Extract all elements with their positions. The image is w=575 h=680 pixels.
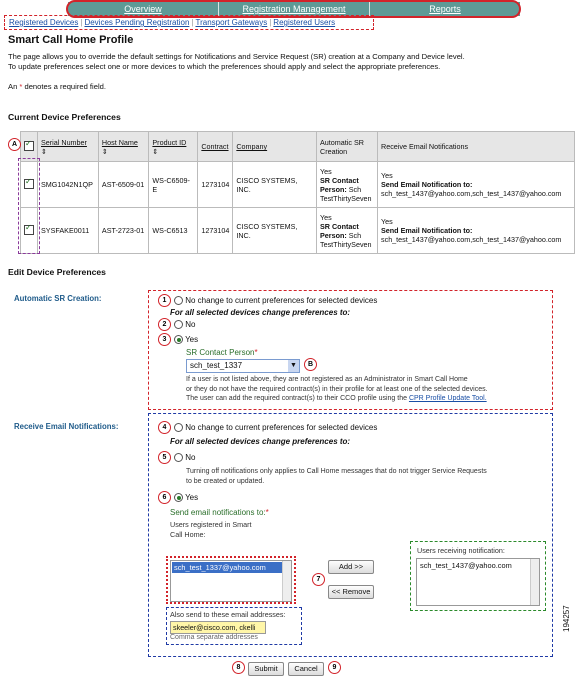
col-host-label: Host Name	[101, 137, 138, 147]
also-send-label: Also send to these email addresses:	[170, 610, 286, 619]
also-send-input[interactable]: skeeler@cisco.com, ckelli	[170, 621, 266, 634]
email-yes: Yes	[381, 171, 393, 180]
col-serial[interactable]: Serial Number ⇕	[38, 132, 99, 162]
sr-contact-label-text: SR Contact Person	[186, 348, 255, 357]
email-nochange-label: No change to current preferences for selected devices	[185, 423, 378, 432]
required-pre: An	[8, 82, 20, 91]
row-checkbox-callout	[18, 158, 40, 254]
add-button[interactable]: Add >>	[328, 560, 374, 574]
callout-5: 5	[158, 451, 171, 464]
sr-note-line-1: If a user is not listed above, they are not registered as an Administrator in Smart Call Home	[186, 376, 468, 383]
link-transport-gateways[interactable]: Transport Gateways	[195, 18, 268, 27]
sr-forall-label: For all selected devices change preferences to:	[170, 308, 351, 317]
description-line-1: The page allows you to override the default settings for Notifications and Service Request (SR) creation at a Company and Device level.	[8, 52, 465, 61]
scrollbar[interactable]	[282, 561, 291, 601]
col-product[interactable]: Product ID ⇕	[149, 132, 198, 162]
sr-note-3-text: The user can add the required contract(s) to their CCO profile using the	[186, 395, 409, 402]
required-star: *	[254, 348, 258, 357]
sr-contact-person-label	[186, 348, 258, 357]
registered-users-list[interactable]	[170, 560, 292, 602]
col-product-label: Product ID	[152, 137, 187, 147]
serial-cell: SMG1042N1QP	[38, 162, 99, 208]
tab-registration-management[interactable]: Registration Management	[219, 2, 370, 16]
email-label: Send Email Notification to:	[381, 226, 473, 235]
table-row	[21, 208, 575, 254]
email-no-option[interactable]	[174, 453, 195, 462]
separator: |	[191, 18, 194, 27]
page-description	[8, 52, 568, 72]
callout-8: 8	[232, 661, 245, 674]
sr-contact-label: SR Contact Person:	[320, 221, 359, 240]
col-company-label: Company	[236, 142, 268, 151]
col-company[interactable]	[233, 132, 317, 162]
company-cell: CISCO SYSTEMS, INC.	[233, 162, 317, 208]
sr-contact: Sch TestThirtySeven	[320, 184, 372, 203]
host-cell: AST-6509-01	[98, 162, 148, 208]
email-yes: Yes	[381, 217, 393, 226]
sr-no-option[interactable]	[174, 320, 195, 329]
sr-yes-label: Yes	[185, 335, 199, 344]
users-registered-label	[170, 520, 251, 539]
col-contract[interactable]	[198, 132, 233, 162]
required-post: denotes a required field.	[22, 82, 106, 91]
description-line-2: To update preferences select one or more devices to which the preferences should apply and select the appropriate preferences.	[8, 62, 441, 71]
auto-sr-label: Automatic SR Creation:	[14, 294, 102, 303]
current-prefs-heading: Current Device Preferences	[8, 112, 121, 122]
callout-3: 3	[158, 333, 171, 346]
sr-note-line-3	[186, 394, 546, 404]
email-nochange-option[interactable]	[174, 423, 377, 432]
contract-cell: 1273104	[198, 162, 233, 208]
select-all-cell	[21, 132, 38, 162]
sr-yes: Yes	[320, 166, 332, 176]
callout-4: 4	[158, 421, 171, 434]
required-star: *	[19, 82, 23, 91]
sr-yes-radio[interactable]	[174, 335, 183, 344]
select-all-checkbox[interactable]	[24, 141, 34, 151]
sr-no-label: No	[185, 320, 196, 329]
email-yes-radio[interactable]	[174, 493, 183, 502]
table-header-row	[21, 132, 575, 162]
sub-nav	[4, 15, 374, 30]
sr-contact-label: SR Contact Person:	[320, 175, 359, 194]
chevron-down-icon[interactable]: ▼	[288, 360, 299, 372]
sr-contact-select-value: sch_test_1337	[190, 361, 243, 370]
email-list: sch_test_1437@yahoo.com,sch_test_1437@yahoo.com	[381, 189, 562, 198]
sr-yes-option[interactable]	[174, 335, 198, 344]
sr-yes: Yes	[320, 212, 332, 222]
link-registered-users[interactable]: Registered Users	[273, 18, 336, 27]
users-registered-line-2: Call Home:	[170, 529, 206, 539]
list-item[interactable]: sch_test_1337@yahoo.com	[172, 562, 290, 573]
cancel-button[interactable]: Cancel	[288, 662, 324, 676]
col-email: Receive Email Notifications	[378, 132, 575, 162]
email-cell	[378, 162, 575, 208]
col-auto-sr: Automatic SR Creation	[317, 132, 378, 162]
product-cell: WS-C6513	[149, 208, 198, 254]
send-to-label	[170, 508, 269, 517]
submit-button[interactable]: Submit	[248, 662, 284, 676]
table-row	[21, 162, 575, 208]
col-contract-label: Contract	[201, 142, 229, 151]
users-registered-line-1: Users registered in Smart	[170, 520, 252, 529]
separator: |	[80, 18, 83, 27]
remove-button[interactable]: << Remove	[328, 585, 374, 599]
product-cell: WS-C6509-E	[149, 162, 198, 208]
callout-2: 2	[158, 318, 171, 331]
email-nochange-radio[interactable]	[174, 423, 183, 432]
list-item[interactable]: sch_test_1437@yahoo.com	[420, 561, 512, 570]
link-devices-pending[interactable]: Devices Pending Registration	[84, 18, 190, 27]
auto-sr-cell	[317, 162, 378, 208]
contract-cell: 1273104	[198, 208, 233, 254]
callout-6: 6	[158, 491, 171, 504]
sr-note-line-2: or they do not have the required contract(s) in their profile for at least one of the selected devices.	[186, 385, 488, 393]
email-notif-label: Receive Email Notifications:	[14, 422, 119, 431]
required-star: *	[265, 508, 269, 517]
tab-reports[interactable]: Reports	[429, 4, 461, 14]
required-note	[8, 82, 106, 91]
serial-cell: SYSFAKE0011	[38, 208, 99, 254]
sr-nochange-option[interactable]	[174, 296, 377, 305]
email-no-note	[186, 467, 546, 486]
host-cell: AST-2723-01	[98, 208, 148, 254]
receiving-label: Users receiving notification:	[417, 546, 505, 555]
sr-contact-select[interactable]	[186, 359, 300, 373]
sr-nochange-label: No change to current preferences for selected devices	[185, 296, 378, 305]
send-to-text: Send email notifications to:	[170, 508, 266, 517]
email-list: sch_test_1437@yahoo.com,sch_test_1437@yahoo.com	[381, 235, 562, 244]
email-no-note-2: to be created or updated.	[186, 477, 265, 485]
page-title: Smart Call Home Profile	[8, 34, 134, 46]
email-yes-label: Yes	[185, 493, 199, 502]
col-host[interactable]: Host Name ⇕	[98, 132, 148, 162]
edit-prefs-heading: Edit Device Preferences	[8, 267, 106, 277]
callout-1: 1	[158, 294, 171, 307]
email-yes-option[interactable]	[174, 493, 198, 502]
col-serial-label: Serial Number	[41, 137, 87, 147]
email-forall-label: For all selected devices change preferences to:	[170, 437, 351, 446]
sr-note	[186, 375, 546, 404]
email-no-radio[interactable]	[174, 453, 183, 462]
comma-note: Comma separate addresses	[170, 634, 258, 641]
company-cell: CISCO SYSTEMS, INC.	[233, 208, 317, 254]
sr-contact: Sch TestThirtySeven	[320, 230, 372, 249]
cpr-profile-link[interactable]: CPR Profile Update Tool.	[408, 395, 487, 402]
callout-7: 7	[312, 573, 325, 586]
current-device-table	[20, 131, 575, 254]
receiving-users-list[interactable]	[416, 558, 540, 606]
scrollbar[interactable]	[530, 559, 539, 605]
email-label: Send Email Notification to:	[381, 180, 473, 189]
callout-9: 9	[328, 661, 341, 674]
figure-number: 194257	[562, 605, 571, 632]
email-no-note-1: Turning off notifications only applies to Call Home messages that do not trigger Service Requests	[186, 468, 487, 475]
callout-a: A	[8, 138, 21, 151]
sr-nochange-radio[interactable]	[174, 296, 183, 305]
email-cell	[378, 208, 575, 254]
callout-b: B	[304, 358, 317, 371]
separator: |	[269, 18, 272, 27]
auto-sr-cell	[317, 208, 378, 254]
link-registered-devices[interactable]: Registered Devices	[9, 18, 79, 27]
sr-no-radio[interactable]	[174, 320, 183, 329]
email-no-label: No	[185, 453, 196, 462]
tab-overview[interactable]: Overview	[68, 2, 219, 16]
